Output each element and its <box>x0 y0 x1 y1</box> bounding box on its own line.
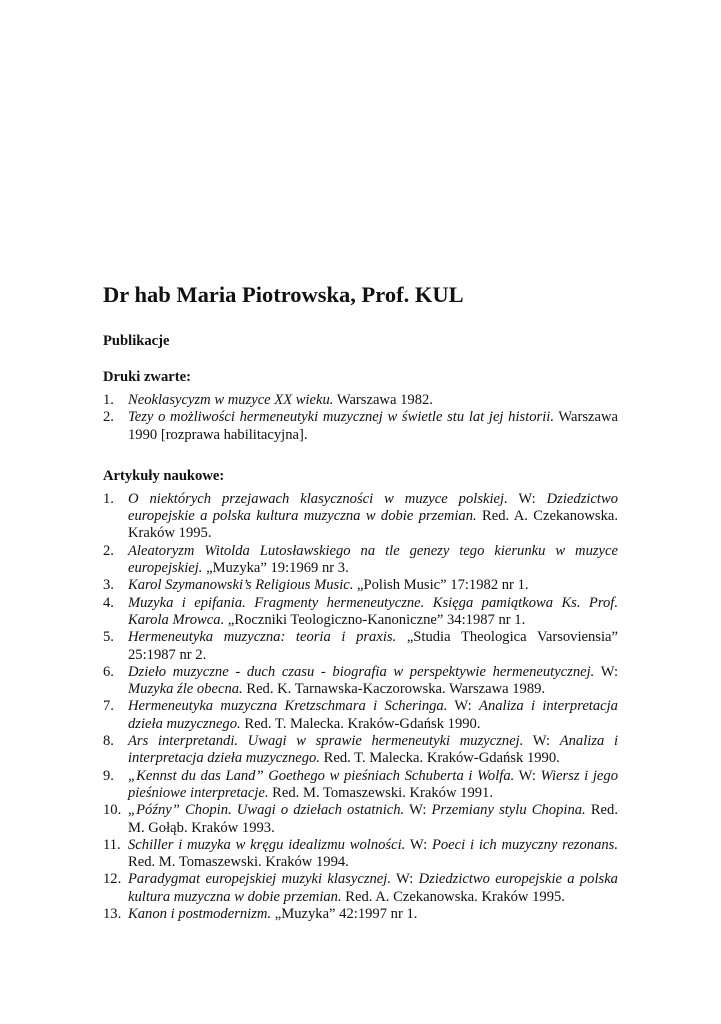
item-title: Dzieło muzyczne - duch czasu - biografia w perspektywie hermeneutycznej. <box>128 663 595 680</box>
item-details: „Polish Music” 17:1982 nr 1. <box>353 577 529 594</box>
list-item <box>103 906 618 923</box>
item-number: 1. <box>103 490 114 507</box>
item-number: 4. <box>103 594 114 611</box>
item-title: Hermeneutyka muzyczna: teoria i praxis. <box>128 629 397 646</box>
item-title: Ars interpretandi. Uwagi w sprawie hermeneutyki muzycznej. <box>128 733 524 750</box>
list-item <box>103 871 618 906</box>
item-source: Wiersz i jego pieśniowe interpretacje. <box>128 767 619 801</box>
list-item <box>103 577 618 594</box>
item-details: Red. A. Czekanowska. Kraków 1995. <box>128 508 618 542</box>
item-title: Tezy o możliwości hermeneutyki muzycznej w świetle stu lat jej historii. <box>128 409 554 426</box>
articles-list <box>103 491 618 923</box>
item-source: Muzyka źle obecna. <box>128 681 243 698</box>
books-heading: Druki zwarte: <box>103 369 191 385</box>
item-source: Dziedzictwo europejskie a polska kultura muzyczna w dobie przemian. <box>128 490 618 525</box>
list-item <box>103 595 618 630</box>
item-title: Paradygmat europejskiej muzyki klasycznej. <box>128 871 391 888</box>
item-details: „Studia Theologica Varsoviensia” 25:1987 nr 2. <box>128 629 618 663</box>
item-number: 8. <box>103 733 114 750</box>
item-number: 7. <box>103 698 114 715</box>
item-in: W: <box>447 698 480 715</box>
item-details: „Muzyka” 42:1997 nr 1. <box>271 906 418 923</box>
item-in: W: <box>405 836 432 853</box>
item-details: „Muzyka” 19:1969 nr 3. <box>202 560 349 577</box>
item-details: Red. M. Tomaszewski. Kraków 1994. <box>128 854 349 871</box>
list-item <box>103 543 618 578</box>
item-in: W: <box>404 802 432 819</box>
item-details: Warszawa 1982. <box>333 392 433 408</box>
list-item <box>103 664 618 699</box>
item-title: Schiller i muzyka w kręgu idealizmu wolności. <box>128 836 406 853</box>
item-number: 11. <box>103 836 121 853</box>
item-number: 2. <box>103 542 114 559</box>
list-item <box>103 629 618 664</box>
item-number: 6. <box>103 663 114 680</box>
item-details: Red. T. Malecka. Kraków-Gdańsk 1990. <box>319 750 560 767</box>
list-item <box>103 768 618 803</box>
item-number: 10. <box>103 802 122 819</box>
item-number: 5. <box>103 629 114 646</box>
page-title: Dr hab Maria Piotrowska, Prof. KUL <box>103 282 464 307</box>
item-title: Muzyka i epifania. Fragmenty hermeneutyczne. Księga pamiątkowa Ks. Prof. Karola Mrowca. <box>128 594 618 628</box>
item-title: O niektórych przejawach klasyczności w muzyce polskiej. <box>128 490 508 507</box>
list-item <box>103 392 618 409</box>
document-page <box>103 280 618 923</box>
item-details: „Roczniki Teologiczno-Kanoniczne” 34:1987 nr 1. <box>224 611 526 628</box>
item-number: 3. <box>103 577 114 594</box>
item-details: Warszawa 1990 [rozprawa habilitacyjna]. <box>128 409 618 443</box>
item-details: Red. A. Czekanowska. Kraków 1995. <box>341 888 565 905</box>
item-title: Aleatoryzm Witolda Lutosławskiego na tle genezy tego kierunku w muzyce europejskiej. <box>128 542 618 577</box>
item-details: Red. M. Gołąb. Kraków 1993. <box>128 802 618 836</box>
item-title: Karol Szymanowski’s Religious Music. <box>128 577 354 594</box>
item-number: 1. <box>103 392 114 408</box>
item-in: W: <box>507 490 547 507</box>
list-item <box>103 733 618 768</box>
item-in: W: <box>523 733 560 750</box>
list-item <box>103 491 618 543</box>
item-source: Dziedzictwo europejskie a polska kultura muzyczna w dobie przemian. <box>128 871 618 905</box>
item-number: 2. <box>103 409 114 426</box>
item-title: Kanon i postmodernizm. <box>128 906 272 923</box>
item-details: Red. M. Tomaszewski. Kraków 1991. <box>268 784 493 801</box>
list-item <box>103 837 618 872</box>
item-title: Neoklasycyzm w muzyce XX wieku. <box>128 392 334 408</box>
item-title: „Kennst du das Land” Goethego w pieśniach Schuberta i Wolfa. <box>128 767 515 784</box>
item-source: Analiza i interpretacja dzieła muzycznego. <box>128 733 618 767</box>
item-in: W: <box>390 871 419 888</box>
item-title: „Późny” Chopin. Uwagi o dziełach ostatnich. <box>128 802 405 819</box>
publications-heading: Publikacje <box>103 333 170 349</box>
books-list <box>103 392 618 444</box>
item-source: Analiza i interpretacja dzieła muzycznego. <box>128 698 618 732</box>
item-in: W: <box>514 767 541 784</box>
item-number: 13. <box>103 906 122 923</box>
articles-heading: Artykuły naukowe: <box>103 467 225 484</box>
item-title: Hermeneutyka muzyczna Kretzschmara i Scheringa. <box>128 698 448 715</box>
list-item <box>103 409 618 444</box>
item-details: Red. K. Tarnawska-Kaczorowska. Warszawa 1989. <box>242 681 546 698</box>
item-details: Red. T. Malecka. Kraków-Gdańsk 1990. <box>240 715 481 732</box>
item-source: Przemiany stylu Chopina. <box>431 802 586 819</box>
item-in: W: <box>594 663 618 680</box>
item-number: 12. <box>103 871 122 888</box>
item-number: 9. <box>103 767 114 784</box>
item-source: Poeci i ich muzyczny rezonans. <box>431 836 618 853</box>
list-item <box>103 698 618 733</box>
list-item <box>103 802 618 837</box>
